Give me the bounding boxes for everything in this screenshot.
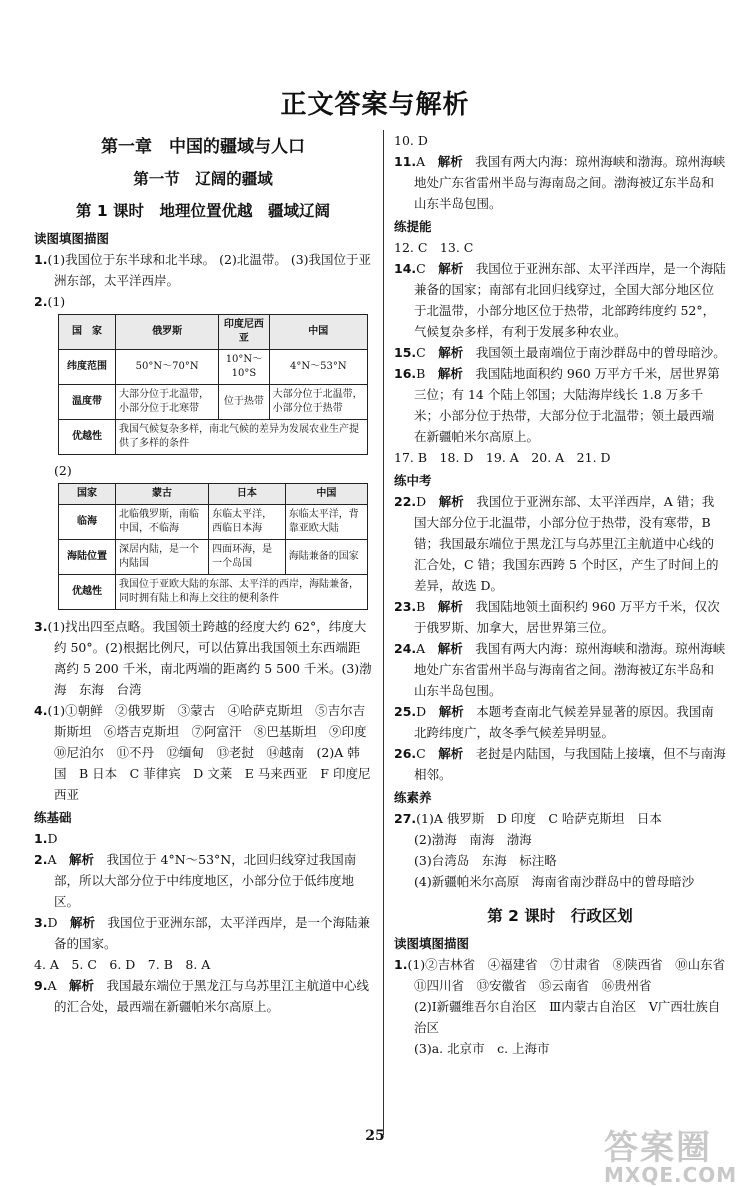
left-column — [34, 130, 380, 1017]
question-number: 2. — [34, 852, 48, 867]
answer-item — [34, 291, 372, 312]
answer-text: 我国领土最南端位于南沙群岛中的曾母暗沙。 — [475, 345, 726, 360]
answer-item — [394, 701, 726, 743]
answer-text: 我国位于亚洲东部、太平洋西岸，是一个海陆兼备的国家；南部有北回归线穿过，全国大部分地区位于北温带，小部分地区位于热带，北部跨纬度约 52°，气候复杂多样，有利于发展多种农业。 — [414, 261, 726, 339]
answer-text: 本题考查南北气候差异显著的原因。我国南北跨纬度广，故冬季气候差异明显。 — [414, 704, 714, 740]
subsection-heading: 练中考 — [394, 473, 432, 488]
analysis-label: 解析 — [69, 978, 95, 993]
subsection-heading: 练提能 — [394, 219, 432, 234]
question-number: 15. — [394, 345, 417, 360]
question-number: 9. — [34, 978, 48, 993]
analysis-label: 解析 — [438, 261, 464, 276]
answer-choice: D — [416, 704, 427, 719]
answer-item — [34, 700, 380, 805]
answer-text: (3)a. 北京市 c. 上海市 — [414, 1041, 550, 1056]
answer-item: 17. B 18. D 19. A 20. A 21. D — [394, 450, 611, 465]
analysis-label: 解析 — [437, 599, 463, 614]
table-cell: 我国气候复杂多样，南北气候的差异为发展农业生产提供了多样的条件 — [116, 420, 368, 455]
answer-item — [394, 638, 726, 701]
question-number: 4. — [34, 703, 48, 718]
answer-text: D — [47, 831, 58, 846]
answer-text: 我国有两大内海：琼州海峡和渤海。琼州海峡地处广东省雷州半岛与海南省之间。渤海被辽东半岛和山东半岛包围。 — [414, 641, 726, 698]
answer-item — [394, 743, 726, 785]
answer-choice: A — [416, 641, 426, 656]
table-cell: 深居内陆，是一个内陆国 — [116, 540, 209, 575]
table-row-header: 海陆位置 — [59, 540, 116, 575]
analysis-label: 解析 — [437, 154, 463, 169]
answer-text: (2)渤海 南海 渤海 — [414, 832, 532, 847]
table-header: 中国 — [269, 315, 367, 350]
answer-item — [34, 616, 372, 700]
table-header: 俄罗斯 — [116, 315, 219, 350]
answer-text: 我国位于亚洲东部、太平洋西岸，A 错；我国大部分位于北温带，小部分位于热带，没有寒带，B 错；我国最东端位于黑龙江与乌苏里江主航道中心线的汇合处，C 错；我国东西跨 5 个时区，产生了时间上的差异，故选 D。 — [414, 494, 719, 593]
section-title: 第一节 辽阔的疆域 — [133, 170, 273, 188]
answer-text: 我国陆地面积约 960 万平方千米，居世界第三位；有 14 个陆上邻国；大陆海岸线长 1.8 万多千米；小部分位于热带，大部分位于北温带；领土最西端在新疆帕米尔高原上。 — [414, 366, 720, 444]
comparison-table-1 — [58, 314, 368, 455]
table-row-header: 优越性 — [59, 575, 116, 610]
answer-item — [394, 491, 726, 596]
subsection-heading: 练素养 — [394, 790, 432, 805]
answer-text: 我国陆地领土面积约 960 万平方千米，仅次于俄罗斯、加拿大，居世界第三位。 — [414, 599, 720, 635]
analysis-label: 解析 — [438, 704, 464, 719]
question-number: 23. — [394, 599, 417, 614]
table-cell: 大部分位于北温带，小部分位于北寒带 — [116, 385, 219, 420]
answer-item — [394, 363, 726, 447]
answer-item — [34, 828, 372, 849]
answer-item — [34, 912, 372, 954]
table-row-header: 温度带 — [59, 385, 116, 420]
answer-item — [394, 151, 726, 214]
analysis-label: 解析 — [438, 345, 464, 360]
analysis-label: 解析 — [437, 366, 463, 381]
table-cell: 我国位于亚欧大陆的东部、太平洋的西岸，海陆兼备，同时拥有陆上和海上交往的便利条件 — [116, 575, 368, 610]
answer-choice: C — [416, 261, 426, 276]
table-row-header: 优越性 — [59, 420, 116, 455]
answer-choice: A — [47, 852, 57, 867]
question-number: 1. — [394, 957, 408, 972]
right-column — [394, 130, 738, 1059]
answer-item — [34, 975, 372, 1017]
question-number: 3. — [34, 619, 48, 634]
answer-text: 我国有两大内海：琼州海峡和渤海。琼州海峡地处广东省雷州半岛与海南岛之间。渤海被辽东半岛和山东半岛包围。 — [414, 154, 726, 211]
table-cell: 北临俄罗斯，南临中国，不临海 — [116, 505, 209, 540]
answer-text: 老挝是内陆国，与我国陆上接壤，但不与南海相邻。 — [414, 746, 726, 782]
table-cell: 四面环海，是一个岛国 — [209, 540, 286, 575]
table-header: 国 家 — [59, 315, 116, 350]
analysis-label: 解析 — [438, 746, 464, 761]
answer-item — [394, 596, 726, 638]
answer-item — [394, 342, 726, 363]
answer-item: 10. D — [394, 133, 428, 148]
answer-text: (1)①朝鲜 ②俄罗斯 ③蒙古 ④哈萨克斯坦 ⑤吉尔吉斯斯坦 ⑥塔吉克斯坦 ⑦阿富汗 ⑧巴基斯坦 ⑨印度 ⑩尼泊尔 ⑪不丹 ⑫缅甸 ⑬老挝 ⑭越南 (2)A 韩国 B 日本 C 菲律宾 D 文莱 E 马来西亚 F 印度尼西亚 — [47, 703, 380, 802]
answer-item — [394, 954, 738, 1059]
comparison-table-2 — [58, 483, 368, 610]
answer-choice: D — [416, 494, 427, 509]
lesson-title: 第 1 课时 地理位置优越 疆域辽阔 — [75, 202, 331, 220]
table-header: 蒙古 — [116, 484, 209, 505]
watermark-logo — [604, 1120, 744, 1187]
answer-text: (1)②吉林省 ④福建省 ⑦甘肃省 ⑧陕西省 ⑩山东省 ⑪四川省 ⑬安徽省 ⑮云南省 ⑯贵州省 — [407, 957, 738, 993]
subsection-heading: 读图填图描图 — [34, 231, 110, 246]
table-header: 国家 — [59, 484, 116, 505]
table-cell: 海陆兼备的国家 — [285, 540, 367, 575]
answer-text: (2) — [54, 463, 72, 478]
table-cell: 东临太平洋，西临日本海 — [209, 505, 286, 540]
lesson-title: 第 2 课时 行政区划 — [487, 907, 633, 925]
answer-item — [394, 808, 726, 892]
answer-text: (4)新疆帕米尔高原 海南省南沙群岛中的曾母暗沙 — [414, 874, 695, 889]
answer-text: 我国最东端位于黑龙江与乌苏里江主航道中心线的汇合处，最西端在新疆帕米尔高原上。 — [54, 978, 370, 1014]
answer-text: 我国位于 4°N～53°N，北回归线穿过我国南部，所以大部分位于中纬度地区，小部分位于低纬度地区。 — [54, 852, 357, 909]
answer-choice: C — [416, 345, 426, 360]
answer-text: 我国位于亚洲东部，太平洋西岸，是一个海陆兼备的国家。 — [54, 915, 371, 951]
answer-choice: A — [47, 978, 57, 993]
question-number: 24. — [394, 641, 417, 656]
answer-choice: A — [416, 154, 426, 169]
answer-text: (1)我国位于东半球和北半球。 (2)北温带。 (3)我国位于亚洲东部，太平洋西岸。 — [47, 252, 372, 288]
page-title: 正文答案与解析 — [280, 90, 470, 120]
answer-choice: D — [47, 915, 58, 930]
question-number: 16. — [394, 366, 417, 381]
table-row-header: 临海 — [59, 505, 116, 540]
question-number: 26. — [394, 746, 417, 761]
answer-item — [34, 249, 372, 291]
answer-choice: B — [416, 366, 426, 381]
answer-item: 12. C 13. C — [394, 240, 474, 255]
chapter-title: 第一章 中国的疆域与人口 — [101, 137, 305, 157]
question-number: 14. — [394, 261, 417, 276]
table-cell: 50°N～70°N — [116, 350, 219, 385]
table-cell: 东临太平洋，背靠亚欧大陆 — [285, 505, 367, 540]
answer-choice: B — [416, 599, 426, 614]
question-number: 25. — [394, 704, 417, 719]
analysis-label: 解析 — [69, 852, 95, 867]
question-number: 1. — [34, 252, 48, 267]
column-divider — [383, 130, 384, 1135]
answer-item: 4. A 5. C 6. D 7. B 8. A — [34, 957, 211, 972]
analysis-label: 解析 — [70, 915, 96, 930]
answer-text: (2)Ⅰ新疆维吾尔自治区 Ⅲ内蒙古自治区 Ⅴ广西壮族自治区 — [414, 999, 721, 1035]
table-header: 中国 — [285, 484, 367, 505]
watermark-url: MXQE.COM — [604, 1163, 738, 1187]
watermark-text: 答案圈 — [604, 1128, 712, 1168]
question-number: 2. — [34, 294, 48, 309]
answer-text: (3)台湾岛 东海 标注略 — [414, 853, 557, 868]
table-cell: 4°N～53°N — [269, 350, 367, 385]
analysis-label: 解析 — [438, 494, 464, 509]
subsection-heading: 读图填图描图 — [394, 936, 470, 951]
page-number: 25 — [365, 1128, 385, 1144]
table-row-header: 纬度范围 — [59, 350, 116, 385]
answer-text: (1)A 俄罗斯 D 印度 C 哈萨克斯坦 日本 — [416, 811, 662, 826]
answer-item — [34, 849, 372, 912]
answer-item — [394, 258, 726, 342]
subsection-heading: 练基础 — [34, 810, 72, 825]
answer-text: (1)找出四至点略。我国领土跨越的经度大约 62°，纬度大约 50°。(2)根据比例尺，可以估算出我国领土东西端距离约 5 200 千米，南北两端的距离约 5 500 千米。(3)渤海 东海 台湾 — [47, 619, 372, 697]
table-cell: 大部分位于北温带，小部分位于热带 — [269, 385, 367, 420]
answer-choice: C — [416, 746, 426, 761]
question-number: 27. — [394, 811, 417, 826]
question-number: 22. — [394, 494, 417, 509]
table-cell: 位于热带 — [219, 385, 269, 420]
question-number: 3. — [34, 915, 48, 930]
question-number: 1. — [34, 831, 48, 846]
table-cell: 10°N～10°S — [219, 350, 269, 385]
question-number: 11. — [394, 154, 417, 169]
analysis-label: 解析 — [437, 641, 463, 656]
table-header: 日本 — [209, 484, 286, 505]
answer-text: (1) — [47, 294, 66, 309]
table-header: 印度尼西亚 — [219, 315, 269, 350]
